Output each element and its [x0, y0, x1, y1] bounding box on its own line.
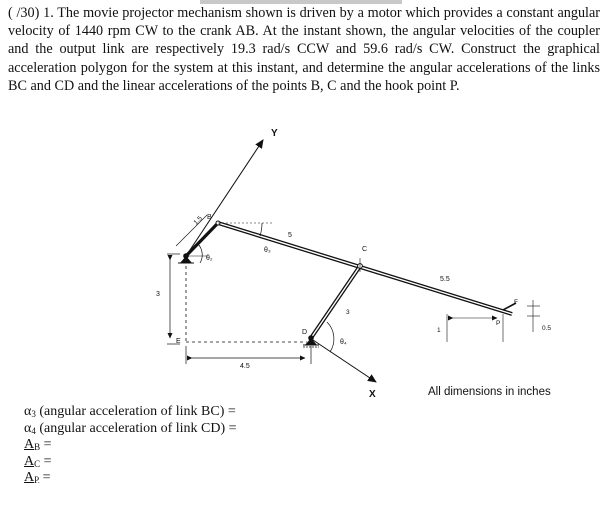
ap-equals: =	[39, 470, 51, 485]
answer-alpha3	[24, 404, 237, 421]
theta4-label: θ₄	[340, 339, 347, 346]
answer-list	[24, 404, 237, 487]
theta3-arc	[260, 223, 262, 236]
dim-hook-offset-label: 0.5	[542, 325, 552, 332]
alpha3-symbol: α	[24, 404, 32, 419]
point-b-label: B	[207, 214, 212, 221]
problem-statement	[8, 4, 600, 95]
point-f-label: F	[514, 299, 518, 306]
problem-text: The movie projector mechanism shown is driven by a motor which provides a constant angular velocity of 1440 rpm CW to the crank AB. At the instant shown, the angular velocities of the coupler and the output link are respectively 19.3 rad/s CCW and 59.6 rad/s CW. Construct the graphical acceleration polygon for the system at this instant, and determine the angular accelerations of the links BC and CD and the linear accelerations of the points B, C and the hook point P.	[8, 5, 601, 94]
ap-subscript: P	[34, 475, 40, 485]
mechanism-diagram	[0, 120, 606, 400]
point-p-label: P	[496, 320, 501, 327]
dim-cp-label: 5.5	[440, 276, 450, 283]
ac-symbol: A	[24, 453, 35, 469]
theta2-arc	[198, 244, 202, 263]
alpha4-subscript: 4	[31, 425, 36, 436]
link-bcp-inner	[218, 223, 512, 314]
dim-ab-label: 1.5	[192, 215, 204, 227]
ac-subscript: C	[34, 458, 41, 469]
point-c-label: C	[362, 246, 368, 253]
answer-ap	[24, 470, 237, 487]
dim-bc-label: 5	[288, 232, 292, 239]
score-blank: ( /30)	[8, 5, 40, 21]
alpha3-text: (angular acceleration of link BC) =	[35, 404, 236, 419]
theta2-label: θ₂	[206, 255, 213, 262]
dim-hook-width-label: 1	[437, 327, 441, 334]
dimensions-note: All dimensions in inches	[428, 386, 551, 398]
theta4-arc	[327, 322, 334, 352]
alpha3-subscript: 3	[31, 409, 36, 419]
point-e-label: E	[176, 338, 181, 345]
link-cd-inner	[311, 266, 360, 338]
alpha4-text: (angular acceleration of link CD) =	[35, 420, 237, 436]
problem-number: 1.	[43, 5, 54, 21]
answer-ac	[24, 454, 237, 471]
ap-symbol: A	[24, 470, 35, 485]
dim-vertical-label: 3	[156, 291, 160, 298]
alpha4-symbol: α	[24, 420, 32, 436]
dim-cd-label: 3	[346, 309, 350, 316]
point-d-label: D	[302, 329, 308, 336]
answer-ab	[24, 437, 237, 454]
y-axis-label: Y	[271, 128, 278, 139]
ab-equals: =	[40, 437, 52, 452]
dim-horizontal-label: 4.5	[240, 363, 250, 370]
ab-subscript: B	[34, 442, 41, 452]
ac-equals: =	[40, 453, 52, 469]
theta3-label: θ₃	[264, 247, 271, 254]
x-axis-label: X	[369, 389, 376, 400]
answer-alpha4	[24, 421, 237, 438]
y-axis	[186, 140, 263, 256]
ab-symbol: A	[24, 437, 35, 452]
